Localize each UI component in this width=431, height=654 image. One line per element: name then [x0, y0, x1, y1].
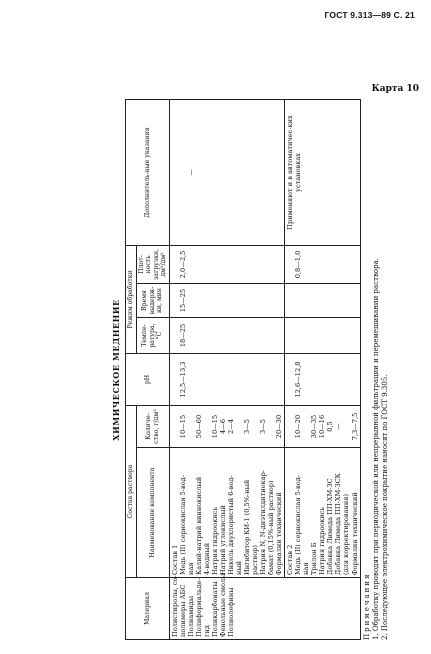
block1-extra: [169, 99, 284, 245]
material-line: Полиформальде-: [194, 578, 203, 637]
quantity-line: [235, 408, 243, 445]
col-material: Материал: [126, 578, 170, 640]
rotated-content: [105, 100, 405, 640]
quantity-line: 50—60: [194, 414, 203, 439]
density-value: 2,0—2,5: [178, 250, 187, 279]
block2-extra: [285, 99, 360, 245]
note-2: 2. Последующее электрохимическое покрытие наносят по ГОСТ 9.305.: [380, 374, 389, 640]
component-line: Состав 1: [170, 544, 179, 575]
material-line: Фенольные смолы: [219, 573, 227, 637]
block1-components: [169, 448, 284, 578]
quantity-line: 2—4: [227, 419, 236, 434]
component-line: Натрий углекислый: [219, 505, 227, 575]
block2-density: [285, 245, 360, 283]
component-line: Трилон Б: [310, 542, 319, 575]
card-label: Карта 10: [371, 84, 419, 94]
component-line: ная: [186, 562, 195, 575]
quantity-line: [171, 408, 179, 445]
col-mode: Режим обработки: [126, 245, 137, 353]
col-density: Плот-ность загрузки, дм²/дм³: [136, 245, 169, 283]
notes-heading: Примечания: [363, 572, 371, 640]
component-line: 4-водный: [202, 542, 211, 575]
density-value: 0,8—1,0: [294, 250, 303, 279]
component-line: Натрия гидроокись: [210, 506, 219, 575]
quantity-line: [342, 408, 350, 445]
time-value: 15—25: [178, 288, 187, 313]
component-line: Натрия гидроокись: [318, 506, 327, 575]
component-line: раствор): [251, 545, 260, 575]
material-line: полимеры АБС: [178, 584, 187, 637]
component-line: (для корректирования): [342, 493, 351, 575]
col-component-name: Наименование компонента: [136, 448, 169, 578]
header-row-1: [126, 99, 137, 639]
quantity-line: 3—5: [259, 419, 268, 434]
col-quantity: Количе-ство, г/дм³: [136, 405, 169, 447]
quantity-line: [203, 408, 211, 445]
quantity-line: 10—15: [210, 414, 219, 439]
component-line: Натрия N, N-диэтилдитиокар-: [259, 469, 268, 575]
table-row: [169, 99, 284, 639]
material-line: Поликарбонаты: [210, 581, 219, 637]
component-line: ный: [235, 560, 244, 575]
quantity-line: 20—30: [275, 414, 284, 439]
quantity-line: [302, 408, 310, 445]
quantity-line: [267, 408, 275, 445]
ph-value: 12,6—12,8: [294, 361, 303, 398]
component-line: бамат (0,15%-ный раствор): [267, 480, 276, 575]
block2-temperature: [285, 317, 360, 353]
quantity-line: 10—16: [318, 414, 327, 439]
extra-value: —: [186, 169, 195, 176]
component-line: Добавка Лимеда ПП-ХМ-ЗС: [326, 478, 335, 575]
process-table: [125, 99, 361, 640]
col-composition: Состав раствора: [126, 405, 137, 577]
col-extra: Дополнитель-ные указания: [126, 99, 170, 245]
component-line: Медь (II) сернокислая 5-вод-: [294, 474, 303, 575]
notes-section: [363, 100, 389, 640]
material-line: Полиамиды: [186, 595, 195, 637]
component-line: ная: [302, 562, 311, 575]
block1-density: [169, 245, 284, 283]
col-ph: pH: [126, 353, 170, 405]
block1-time: [169, 283, 284, 317]
extra-value: Применяют и в автоматичес-ких установках: [286, 115, 303, 230]
quantity-line: 0,5: [326, 421, 335, 432]
component-line: Калий-натрий виннокислый: [194, 476, 203, 575]
component-line: Ингибитор КИ-1 (0,5%-ный: [243, 479, 252, 575]
block1-temperature: [169, 317, 284, 353]
page-header: ГОСТ 9.313—89 С. 21: [324, 10, 415, 20]
materials-cell: [169, 573, 360, 640]
block1-quantities: [169, 405, 284, 447]
block1-ph: [169, 353, 284, 405]
temperature-value: 18—25: [178, 323, 187, 348]
block2-quantities: [285, 405, 360, 447]
component-line: Медь (II) сернокислая 5-вод-: [178, 474, 187, 575]
quantity-line: [286, 408, 294, 445]
material-line: гид: [202, 625, 211, 637]
quantity-line: 10—20: [294, 414, 303, 439]
table-row: [285, 99, 360, 639]
quantity-line: 30—35: [310, 414, 319, 439]
component-line: Добавка Лимеда ПП-ХМ-ЗСК: [334, 473, 343, 575]
material-line: Полистиролы, со-: [170, 575, 179, 637]
block2-ph: [285, 353, 360, 405]
ph-value: 12,5—13,3: [178, 361, 187, 398]
quantity-line: [251, 408, 259, 445]
material-line: Полиолефины: [227, 587, 236, 637]
quantity-line: 4—6: [219, 419, 227, 434]
quantity-line: [187, 408, 195, 445]
quantity-line: 10—15: [178, 414, 187, 439]
block2-components: [285, 448, 360, 578]
component-line: Состав 2: [286, 544, 295, 575]
quantity-line: 7,3—7,5: [350, 412, 359, 441]
component-line: Формалин технический: [275, 492, 284, 575]
note-1: 1. Обработку проводят при периодической или непрерывной фильтрации и перемешивании раствора.: [371, 258, 380, 640]
quantity-line: —: [334, 423, 343, 430]
document-title: ХИМИЧЕСКОЕ МЕДНЕНИЕ: [111, 299, 121, 441]
component-line: Никель двухлористый 6-вод-: [227, 475, 236, 575]
col-temperature: Темпе-ратура, °С: [136, 317, 169, 353]
col-time: Время выдерж-ки, мин: [136, 283, 169, 317]
block2-time: [285, 283, 360, 317]
quantity-line: 3—5: [243, 419, 252, 434]
component-line: Формалин технический: [350, 492, 359, 575]
